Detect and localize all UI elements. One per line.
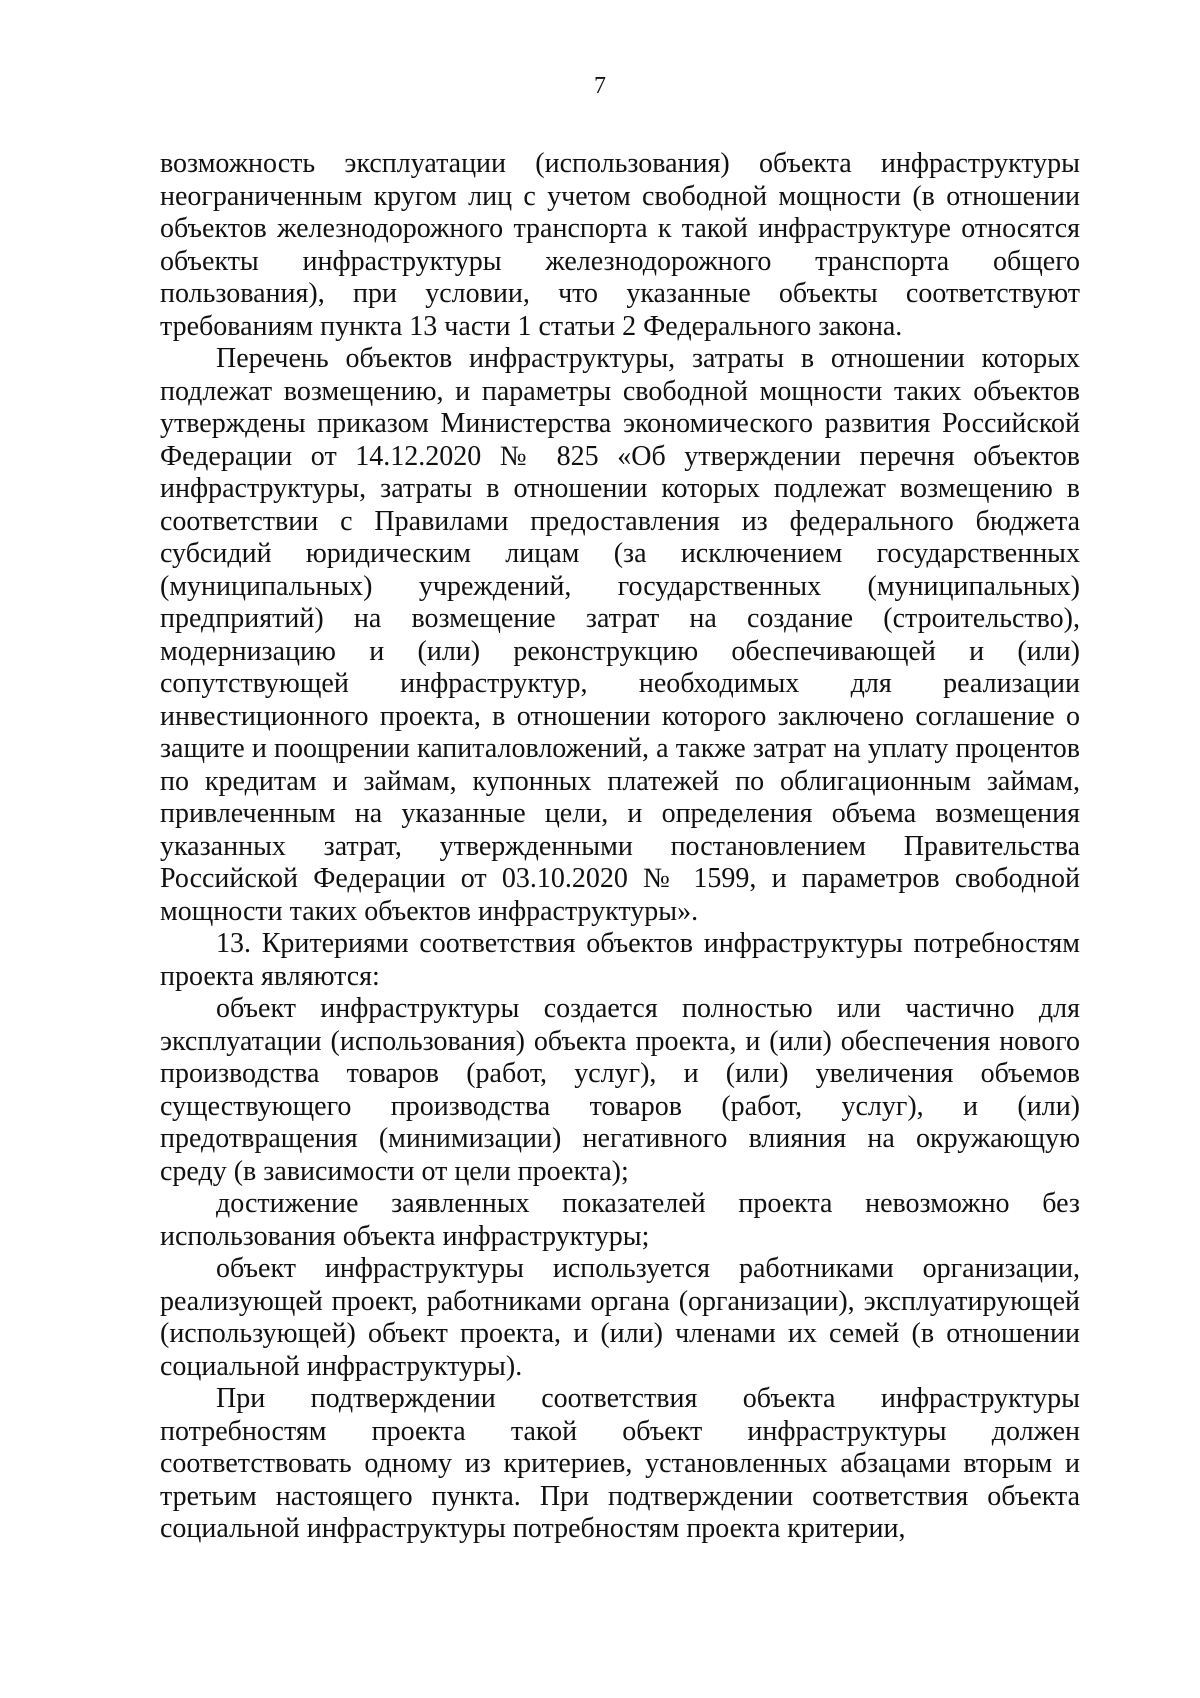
paragraph-criterion-1: объект инфраструктуры создается полностью или частично для эксплуатации (использования) объекта проекта, и (или) обеспечения нового производства товаров (работ, услуг), и (или) увеличения объемов существующего производства товаров (работ, услуг), и (или) предотвращения (минимизации) негативного влияния на окружающую среду (в зависимости от цели проекта); xyxy=(160,993,1080,1187)
paragraph-criteria-heading: 13. Критериями соответствия объектов инфраструктуры потребностям проекта являются: xyxy=(160,928,1080,992)
paragraph-criterion-2: достижение заявленных показателей проекта невозможно без использования объекта инфраструктуры; xyxy=(160,1188,1080,1252)
page-number: 7 xyxy=(594,73,606,99)
paragraph-criterion-3: объект инфраструктуры используется работниками организации, реализующей проект, работниками органа (организации), эксплуатирующей (использующей) объект проекта, и (или) членами их семей (в отношении социальной инфраструктуры). xyxy=(160,1253,1080,1382)
paragraph-confirmation: При подтверждении соответствия объекта инфраструктуры потребностям проекта такой объект инфраструктуры должен соответствовать одному из критериев, установленных абзацами вторым и третьим настоящего пункта. При подтверждении соответствия объекта социальной инфраструктуры потребностям проекта критерии, xyxy=(160,1383,1080,1544)
paragraph-continuation: возможность эксплуатации (использования) объекта инфраструктуры неограниченным кругом лиц с учетом свободной мощности (в отношении объектов железнодорожного транспорта к такой инфраструктуре относятся объекты инфраструктуры железнодорожного транспорта общего пользования), при условии, что указанные объекты соответствуют требованиям пункта 13 части 1 статьи 2 Федерального закона. xyxy=(160,148,1080,342)
document-body xyxy=(160,148,1080,1546)
paragraph-infrastructure-list: Перечень объектов инфраструктуры, затраты в отношении которых подлежат возмещению, и параметры свободной мощности таких объектов утверждены приказом Министерства экономического развития Российской Федерации от 14.12.2020 № 825 «Об утверждении перечня объектов инфраструктуры, затраты в отношении которых подлежат возмещению в соответствии с Правилами предоставления из федерального бюджета субсидий юридическим лицам (за исключением государственных (муниципальных) учреждений, государственных (муниципальных) предприятий) на возмещение затрат на создание (строительство), модернизацию и (или) реконструкцию обеспечивающей и (или) сопутствующей инфраструктур, необходимых для реализации инвестиционного проекта, в отношении которого заключено соглашение о защите и поощрении капиталовложений, а также затрат на уплату процентов по кредитам и займам, купонных платежей по облигационным займам, привлеченным на указанные цели, и определения объема возмещения указанных затрат, утвержденными постановлением Правительства Российской Федерации от 03.10.2020 № 1599, и параметров свободной мощности таких объектов инфраструктуры». xyxy=(160,343,1080,927)
